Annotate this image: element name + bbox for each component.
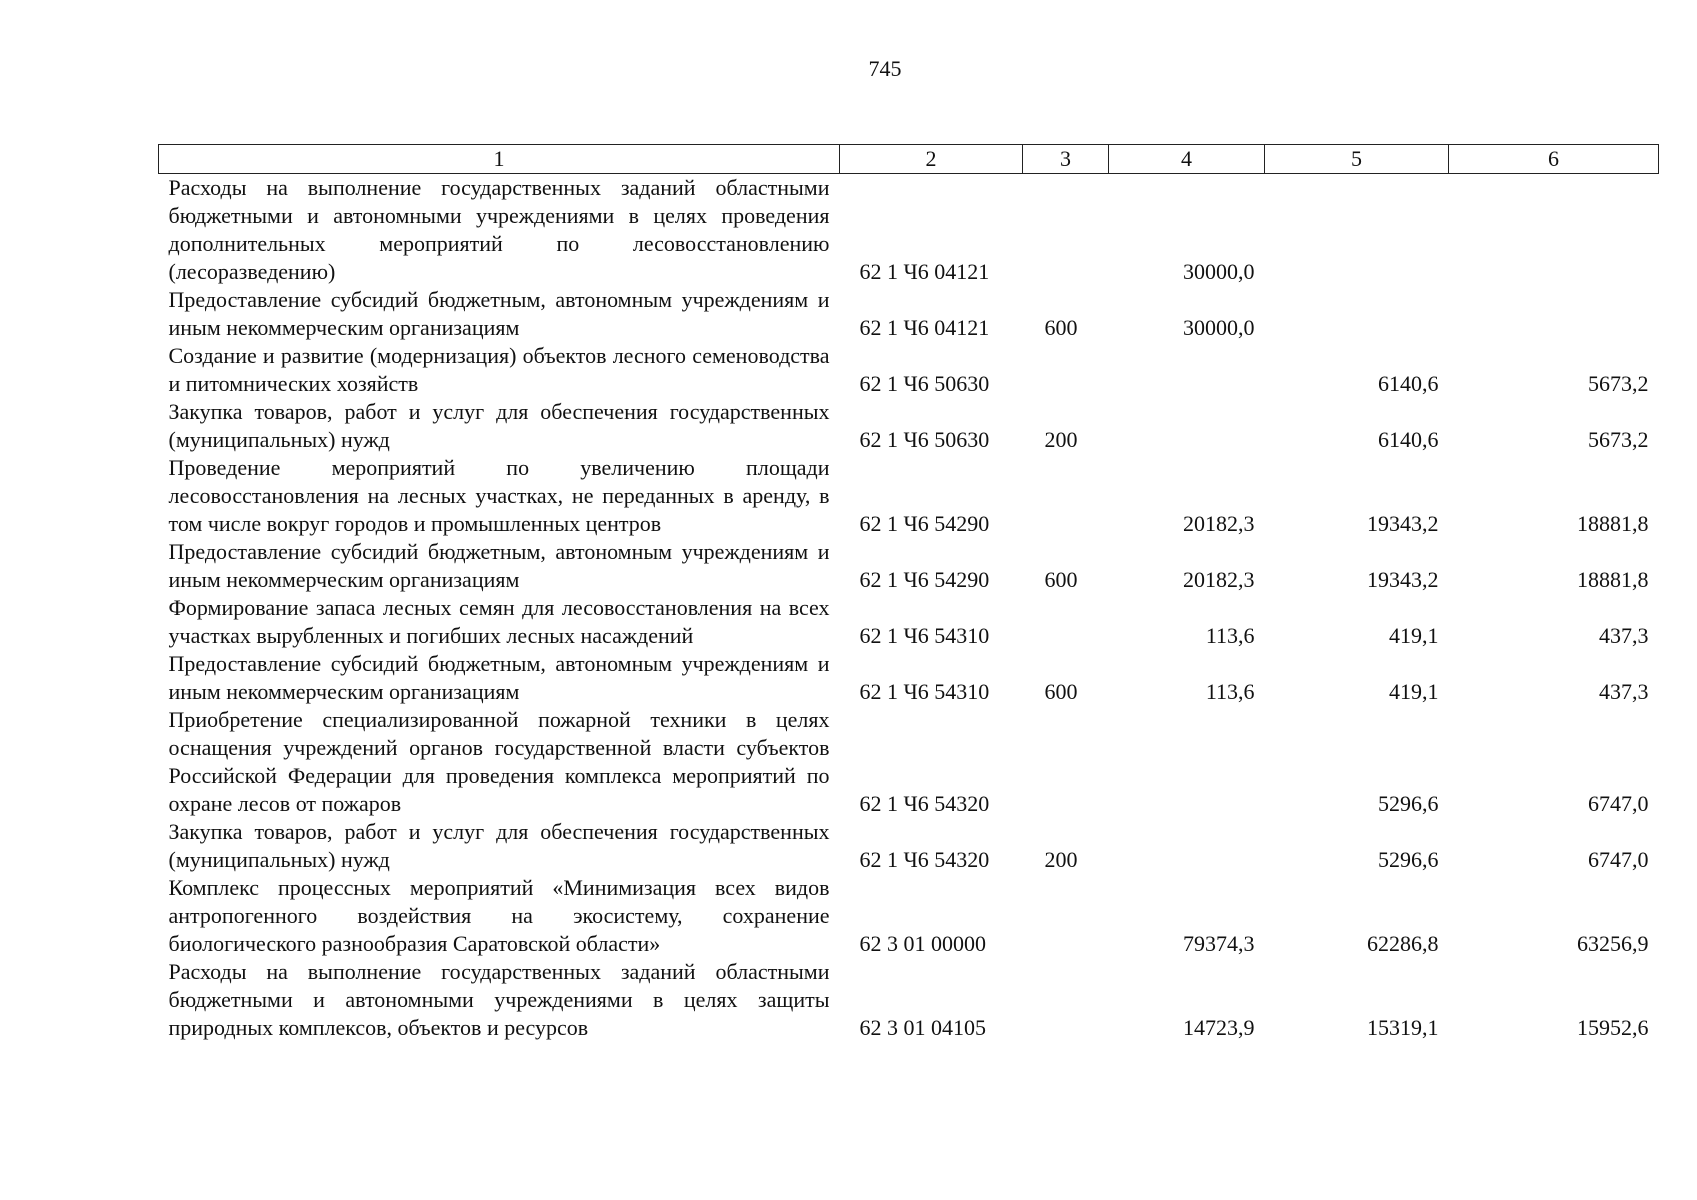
row-name: Предоставление субсидий бюджетным, автономным учреждениям и иным некоммерческим организациям: [168, 651, 830, 704]
header-col-1: 1: [159, 145, 840, 174]
row-value-4: [1109, 342, 1265, 398]
table-row: [159, 286, 1659, 342]
row-type: [1023, 174, 1109, 287]
row-code: 62 1 Ч6 54290: [859, 567, 990, 592]
table-row: [159, 958, 1659, 1042]
row-name: Формирование запаса лесных семян для лесовосстановления на всех участках вырубленных и погибших лесных насаждений: [168, 595, 830, 648]
row-type: [1023, 874, 1109, 958]
row-type: 600: [1044, 567, 1078, 592]
row-value-5: [1265, 286, 1449, 342]
row-value-6: 6747,0: [1588, 847, 1649, 872]
row-type: 200: [1044, 847, 1078, 872]
row-value-4: [1109, 818, 1265, 874]
row-value-6: 437,3: [1599, 679, 1649, 704]
table-row: [159, 594, 1659, 650]
row-value-6: 18881,8: [1577, 511, 1649, 536]
row-value-5: 419,1: [1389, 623, 1439, 648]
row-code: 62 1 Ч6 04121: [859, 315, 990, 340]
row-value-5: [1265, 174, 1449, 287]
row-value-4: 20182,3: [1183, 511, 1255, 536]
row-type: 600: [1044, 679, 1078, 704]
row-value-4: 113,6: [1205, 679, 1255, 704]
row-type: [1023, 706, 1109, 818]
row-value-6: 6747,0: [1588, 791, 1649, 816]
row-name: Закупка товаров, работ и услуг для обеспечения государственных (муниципальных) нужд: [168, 399, 830, 452]
table-row: [159, 818, 1659, 874]
table-row: [159, 874, 1659, 958]
table-row: [159, 538, 1659, 594]
row-code: 62 3 01 04105: [859, 1015, 986, 1040]
row-type: 600: [1044, 315, 1078, 340]
row-value-5: 19343,2: [1367, 567, 1439, 592]
header-col-6: 6: [1449, 145, 1659, 174]
row-code: 62 1 Ч6 54290: [859, 511, 990, 536]
page-number: 745: [868, 56, 902, 81]
row-value-6: [1449, 174, 1659, 287]
row-value-5: 5296,6: [1378, 791, 1439, 816]
row-value-4: [1109, 398, 1265, 454]
row-code: 62 1 Ч6 54320: [859, 791, 990, 816]
row-value-5: 6140,6: [1378, 427, 1439, 452]
row-value-6: 18881,8: [1577, 567, 1649, 592]
table-row: [159, 650, 1659, 706]
row-name: Комплекс процессных мероприятий «Минимизация всех видов антропогенного воздействия на экосистему, сохранение биологического разнообразия Саратовской области»: [168, 875, 830, 956]
row-value-4: [1109, 706, 1265, 818]
row-value-4: 14723,9: [1183, 1015, 1255, 1040]
row-value-6: 15952,6: [1577, 1015, 1649, 1040]
row-type: [1023, 958, 1109, 1042]
row-code: 62 1 Ч6 50630: [859, 427, 990, 452]
row-type: 200: [1044, 427, 1078, 452]
row-name: Предоставление субсидий бюджетным, автономным учреждениям и иным некоммерческим организациям: [168, 287, 830, 340]
table-row: [159, 174, 1659, 287]
row-name: Приобретение специализированной пожарной техники в целях оснащения учреждений органов государственной власти субъектов Российской Федерации для проведения комплекса мероприятий по охране лесов от пожаров: [168, 707, 830, 816]
row-code: 62 1 Ч6 50630: [859, 371, 990, 396]
row-code: 62 1 Ч6 04121: [859, 259, 990, 284]
row-type: [1023, 454, 1109, 538]
row-value-6: 63256,9: [1577, 931, 1649, 956]
table-row: [159, 706, 1659, 818]
row-value-4: 20182,3: [1183, 567, 1255, 592]
row-value-6: [1449, 286, 1659, 342]
row-name: Предоставление субсидий бюджетным, автономным учреждениям и иным некоммерческим организациям: [168, 539, 830, 592]
row-value-4: 79374,3: [1183, 931, 1255, 956]
table-row: [159, 342, 1659, 398]
row-value-5: 419,1: [1389, 679, 1439, 704]
row-value-5: 6140,6: [1378, 371, 1439, 396]
table-header: [159, 145, 1659, 174]
row-name: Расходы на выполнение государственных заданий областными бюджетными и автономными учреждениями в целях проведения дополнительных мероприятий по лесовосстановлению (лесоразведению): [168, 175, 830, 284]
row-value-5: 15319,1: [1367, 1015, 1439, 1040]
row-name: Создание и развитие (модернизация) объектов лесного семеноводства и питомнических хозяйств: [168, 343, 830, 396]
row-name: Расходы на выполнение государственных заданий областными бюджетными и автономными учреждениями в целях защиты природных комплексов, объектов и ресурсов: [168, 959, 830, 1040]
table-body: [159, 174, 1659, 1043]
row-value-5: 62286,8: [1367, 931, 1439, 956]
row-value-6: 5673,2: [1588, 427, 1649, 452]
row-value-5: 5296,6: [1378, 847, 1439, 872]
row-value-4: 30000,0: [1183, 259, 1255, 284]
header-col-2: 2: [840, 145, 1023, 174]
table-row: [159, 454, 1659, 538]
row-type: [1023, 594, 1109, 650]
row-value-4: 113,6: [1205, 623, 1255, 648]
row-code: 62 3 01 00000: [859, 931, 986, 956]
header-col-3: 3: [1023, 145, 1109, 174]
header-col-4: 4: [1109, 145, 1265, 174]
row-value-6: 5673,2: [1588, 371, 1649, 396]
row-value-6: 437,3: [1599, 623, 1649, 648]
row-type: [1023, 342, 1109, 398]
row-code: 62 1 Ч6 54310: [859, 623, 990, 648]
row-name: Проведение мероприятий по увеличению площади лесовосстановления на лесных участках, не переданных в аренду, в том числе вокруг городов и промышленных центров: [168, 455, 830, 536]
row-code: 62 1 Ч6 54320: [859, 847, 990, 872]
budget-table: [158, 144, 1659, 1042]
row-name: Закупка товаров, работ и услуг для обеспечения государственных (муниципальных) нужд: [168, 819, 830, 872]
row-value-5: 19343,2: [1367, 511, 1439, 536]
header-row: [159, 145, 1659, 174]
header-col-5: 5: [1265, 145, 1449, 174]
row-value-4: 30000,0: [1183, 315, 1255, 340]
table-row: [159, 398, 1659, 454]
row-code: 62 1 Ч6 54310: [859, 679, 990, 704]
